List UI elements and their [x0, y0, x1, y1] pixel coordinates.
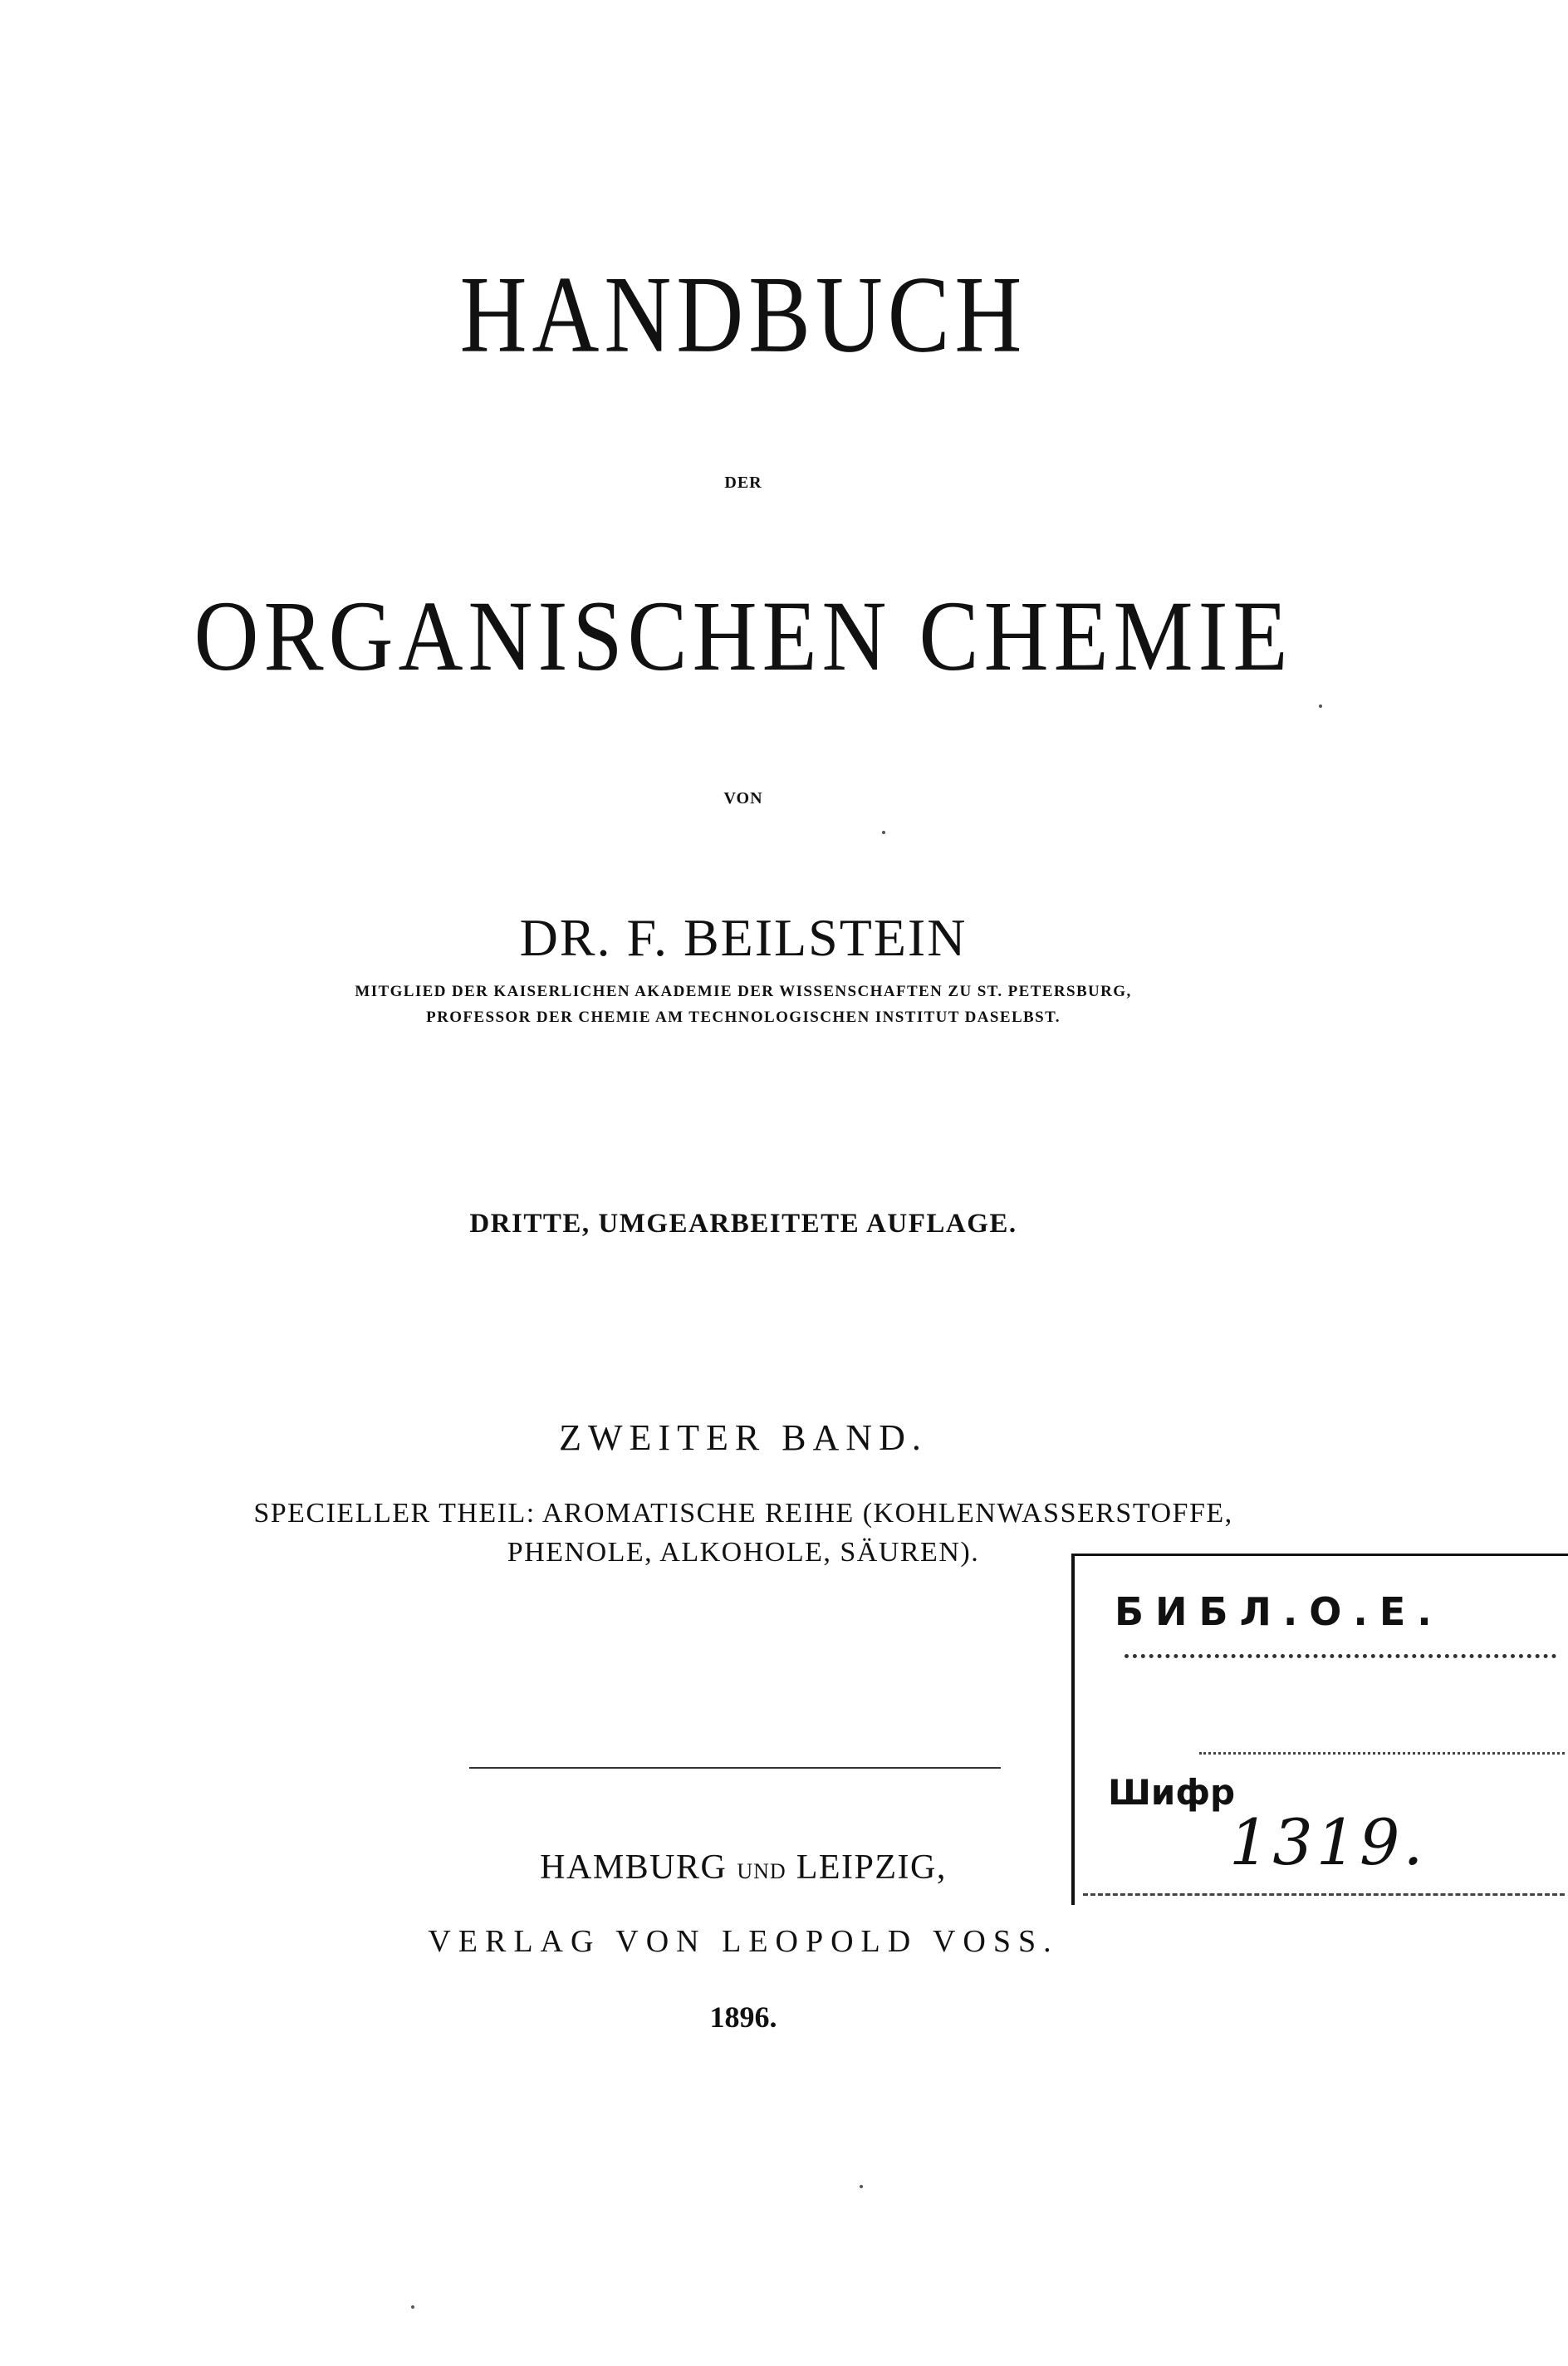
author-line — [0, 907, 1487, 969]
stamp-dotted-line — [1125, 1654, 1556, 1658]
stamp-bottom-line — [1083, 1893, 1565, 1896]
stamp-shelf-label: Шифр — [1108, 1772, 1236, 1813]
affiliation-line-2: PROFESSOR DER CHEMIE AM TECHNOLOGISCHEN INSTITUT DASELBST. — [426, 1009, 1061, 1026]
place-leipzig: LEIPZIG, — [796, 1848, 947, 1887]
part-line-1: SPECIELLER THEIL: AROMATISCHE REIHE (KOHLENWASSERSTOFFE, — [253, 1498, 1233, 1529]
publisher: VERLAG VON LEOPOLD VOSS. — [428, 1924, 1059, 1959]
affiliation-line-1: MITGLIED DER KAISERLICHEN AKADEMIE DER WISSENSCHAFTEN ZU ST. PETERSBURG, — [355, 983, 1132, 1000]
divider-rule — [469, 1767, 1001, 1769]
author-name: F. BEILSTEIN — [626, 908, 968, 967]
year: 1896. — [709, 2000, 777, 2034]
paper-speck — [1319, 704, 1322, 708]
place-connector: UND — [737, 1859, 786, 1883]
paper-speck — [882, 831, 885, 834]
title-line-1: HANDBUCH — [459, 253, 1027, 376]
part-line-2: PHENOLE, ALKOHOLE, SÄUREN). — [507, 1537, 980, 1568]
stamp-shelf-number: 1319. — [1229, 1805, 1427, 1879]
title-line-2: ORGANISCHEN CHEMIE — [194, 581, 1293, 693]
stamp-rule — [1199, 1752, 1565, 1755]
library-stamp — [1071, 1554, 1568, 1905]
edition: DRITTE, UMGEARBEITETE AUFLAGE. — [469, 1209, 1017, 1239]
paper-speck — [411, 2305, 414, 2309]
volume: ZWEITER BAND. — [559, 1417, 928, 1458]
place-hamburg: HAMBURG — [540, 1848, 728, 1887]
connector-von: VON — [723, 789, 763, 807]
connector-der: DER — [724, 474, 762, 492]
paper-speck — [860, 2185, 863, 2188]
stamp-heading: БИБЛ.О.Е. — [1115, 1589, 1443, 1634]
author-prefix: DR. — [519, 908, 612, 967]
